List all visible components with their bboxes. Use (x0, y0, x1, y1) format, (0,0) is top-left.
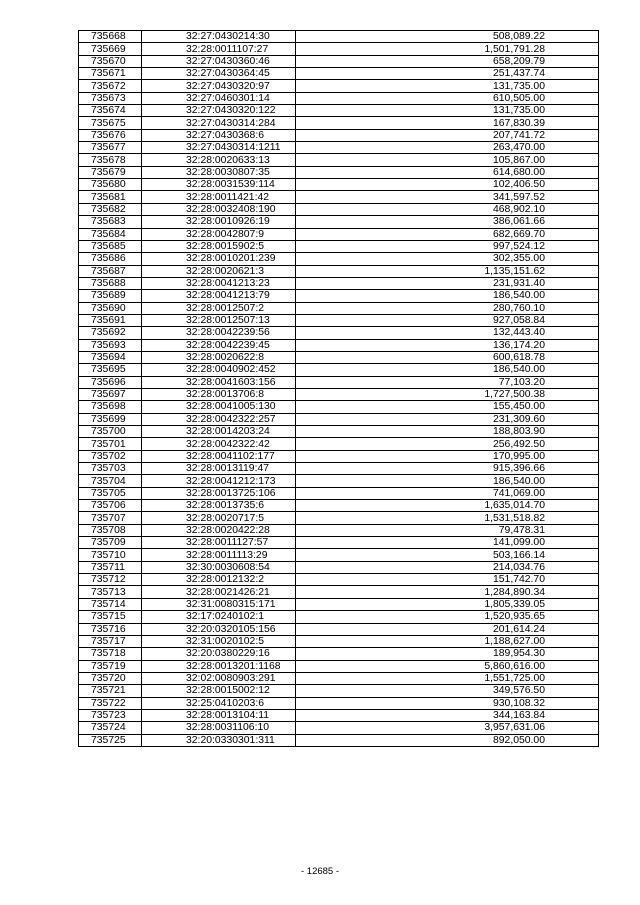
row-id-cell: 735678 (79, 154, 142, 166)
cadastral-value-cell: 386,061.66 (296, 216, 599, 228)
table-row (79, 179, 599, 191)
row-id-cell: 735723 (79, 709, 142, 721)
cadastral-number-cell: 32:28:0012507:2 (142, 302, 296, 314)
table-row (79, 92, 599, 104)
table-row (79, 709, 599, 721)
table-row (79, 43, 599, 55)
cadastral-value-cell: 682,669.70 (296, 228, 599, 240)
cadastral-number-cell: 32:28:0012507:13 (142, 314, 296, 326)
table-row (79, 413, 599, 425)
row-id-cell: 735682 (79, 203, 142, 215)
cadastral-number-cell: 32:28:0042322:257 (142, 413, 296, 425)
table-row (79, 68, 599, 80)
table-row (79, 31, 599, 43)
cadastral-value-cell: 508,089.22 (296, 31, 599, 43)
cadastral-number-cell: 32:28:0013725:106 (142, 487, 296, 499)
cadastral-value-cell: 207,741.72 (296, 129, 599, 141)
row-id-cell: 735719 (79, 660, 142, 672)
table-row (79, 203, 599, 215)
cadastral-number-cell: 32:28:0020717:5 (142, 512, 296, 524)
row-id-cell: 735715 (79, 611, 142, 623)
cadastral-number-cell: 32:28:0013119:47 (142, 463, 296, 475)
cadastral-value-cell: 468,902.10 (296, 203, 599, 215)
cadastral-number-cell: 32:28:0031539:114 (142, 179, 296, 191)
cadastral-number-cell: 32:02:0080903:291 (142, 672, 296, 684)
cadastral-value-cell: 892,050.00 (296, 734, 599, 746)
cadastral-value-cell: 79,478.31 (296, 524, 599, 536)
cadastral-value-cell: 186,540.00 (296, 290, 599, 302)
cadastral-number-cell: 32:27:0430364:45 (142, 68, 296, 80)
table-row (79, 475, 599, 487)
row-id-cell: 735708 (79, 524, 142, 536)
row-id-cell: 735671 (79, 68, 142, 80)
row-id-cell: 735714 (79, 598, 142, 610)
row-id-cell: 735701 (79, 438, 142, 450)
cadastral-value-cell: 3,957,631.06 (296, 722, 599, 734)
row-id-cell: 735690 (79, 302, 142, 314)
document-sheet (78, 30, 598, 747)
row-id-cell: 735694 (79, 351, 142, 363)
cadastral-value-cell: 151,742.70 (296, 574, 599, 586)
cadastral-value-cell: 1,284,890.34 (296, 586, 599, 598)
cadastral-value-cell: 5,860,616.00 (296, 660, 599, 672)
cadastral-number-cell: 32:28:0011107:27 (142, 43, 296, 55)
table-row (79, 117, 599, 129)
table-row (79, 524, 599, 536)
table-row (79, 438, 599, 450)
cadastral-number-cell: 32:28:0041213:79 (142, 290, 296, 302)
table-row (79, 722, 599, 734)
cadastral-value-cell: 1,531,518.82 (296, 512, 599, 524)
table-row (79, 401, 599, 413)
cadastral-value-cell: 141,099.00 (296, 537, 599, 549)
cadastral-value-cell: 155,450.00 (296, 401, 599, 413)
table-row (79, 574, 599, 586)
cadastral-value-cell: 915,396.66 (296, 463, 599, 475)
cadastral-number-cell: 32:28:0013201:1168 (142, 660, 296, 672)
table-row (79, 635, 599, 647)
table-row (79, 500, 599, 512)
row-id-cell: 735684 (79, 228, 142, 240)
cadastral-number-cell: 32:25:0410203:6 (142, 697, 296, 709)
cadastral-value-cell: 302,355.00 (296, 253, 599, 265)
cadastral-number-cell: 32:28:0012132:2 (142, 574, 296, 586)
cadastral-value-cell: 1,727,500.38 (296, 388, 599, 400)
row-id-cell: 735679 (79, 166, 142, 178)
table-row (79, 685, 599, 697)
cadastral-number-cell: 32:28:0010926:19 (142, 216, 296, 228)
table-row (79, 129, 599, 141)
row-id-cell: 735703 (79, 463, 142, 475)
cadastral-value-cell: 132,443.40 (296, 327, 599, 339)
table-row (79, 216, 599, 228)
table-row (79, 80, 599, 92)
cadastral-number-cell: 32:28:0030807:35 (142, 166, 296, 178)
table-row (79, 388, 599, 400)
row-id-cell: 735724 (79, 722, 142, 734)
cadastral-number-cell: 32:20:0330301:311 (142, 734, 296, 746)
cadastral-value-cell: 170,995.00 (296, 450, 599, 462)
row-id-cell: 735695 (79, 364, 142, 376)
table-row (79, 598, 599, 610)
table-row (79, 142, 599, 154)
cadastral-number-cell: 32:27:0430314:1211 (142, 142, 296, 154)
cadastral-value-cell: 1,805,339.05 (296, 598, 599, 610)
table-row (79, 228, 599, 240)
cadastral-value-cell: 930,108.32 (296, 697, 599, 709)
row-id-cell: 735672 (79, 80, 142, 92)
cadastral-number-cell: 32:28:0020622:8 (142, 351, 296, 363)
cadastral-number-cell: 32:28:0010201:239 (142, 253, 296, 265)
cadastral-value-cell: 1,551,725.00 (296, 672, 599, 684)
cadastral-value-cell: 188,803.90 (296, 426, 599, 438)
cadastral-number-cell: 32:28:0020621:3 (142, 265, 296, 277)
cadastral-value-cell: 349,576.50 (296, 685, 599, 697)
cadastral-number-cell: 32:17:0240102:1 (142, 611, 296, 623)
row-id-cell: 735716 (79, 623, 142, 635)
cadastral-value-cell: 131,735.00 (296, 80, 599, 92)
cadastral-number-cell: 32:28:0020422:28 (142, 524, 296, 536)
cadastral-value-cell: 189,954.30 (296, 648, 599, 660)
cadastral-number-cell: 32:28:0013104:11 (142, 709, 296, 721)
cadastral-value-cell: 105,867.00 (296, 154, 599, 166)
cadastral-value-cell: 77,103.20 (296, 376, 599, 388)
row-id-cell: 735686 (79, 253, 142, 265)
cadastral-value-cell: 231,931.40 (296, 277, 599, 289)
row-id-cell: 735722 (79, 697, 142, 709)
row-id-cell: 735688 (79, 277, 142, 289)
table-row (79, 364, 599, 376)
table-row (79, 660, 599, 672)
table-row (79, 537, 599, 549)
table-row (79, 487, 599, 499)
row-id-cell: 735681 (79, 191, 142, 203)
cadastral-number-cell: 32:27:0430314:284 (142, 117, 296, 129)
table-row (79, 351, 599, 363)
table-row (79, 426, 599, 438)
row-id-cell: 735673 (79, 92, 142, 104)
cadastral-value-cell: 1,501,791.28 (296, 43, 599, 55)
cadastral-number-cell: 32:28:0042239:56 (142, 327, 296, 339)
row-id-cell: 735675 (79, 117, 142, 129)
row-id-cell: 735711 (79, 561, 142, 573)
table-row (79, 339, 599, 351)
row-id-cell: 735710 (79, 549, 142, 561)
table-row (79, 549, 599, 561)
cadastral-number-cell: 32:28:0013735:6 (142, 500, 296, 512)
cadastral-value-cell: 201,614.24 (296, 623, 599, 635)
row-id-cell: 735691 (79, 314, 142, 326)
row-id-cell: 735707 (79, 512, 142, 524)
table-row (79, 561, 599, 573)
cadastral-value-cell: 231,309.60 (296, 413, 599, 425)
row-id-cell: 735725 (79, 734, 142, 746)
cadastral-value-cell: 344,163.84 (296, 709, 599, 721)
cadastral-number-cell: 32:28:0041005:130 (142, 401, 296, 413)
cadastral-value-cell: 167,830.39 (296, 117, 599, 129)
row-id-cell: 735712 (79, 574, 142, 586)
row-id-cell: 735677 (79, 142, 142, 154)
table-row (79, 327, 599, 339)
table-row (79, 55, 599, 67)
table-row (79, 734, 599, 746)
cadastral-value-cell: 927,058.84 (296, 314, 599, 326)
cadastral-value-cell: 1,188,627.00 (296, 635, 599, 647)
cadastral-value-cell: 280,760.10 (296, 302, 599, 314)
row-id-cell: 735705 (79, 487, 142, 499)
table-row (79, 154, 599, 166)
row-id-cell: 735704 (79, 475, 142, 487)
cadastral-value-cell: 1,135,151.62 (296, 265, 599, 277)
cadastral-value-cell: 256,492.50 (296, 438, 599, 450)
row-id-cell: 735676 (79, 129, 142, 141)
table-row (79, 105, 599, 117)
cadastral-value-cell: 263,470.00 (296, 142, 599, 154)
table-row (79, 166, 599, 178)
cadastral-number-cell: 32:27:0430214:30 (142, 31, 296, 43)
table-row (79, 512, 599, 524)
row-id-cell: 735713 (79, 586, 142, 598)
cadastral-number-cell: 32:28:0015902:5 (142, 240, 296, 252)
cadastral-value-cell: 102,406.50 (296, 179, 599, 191)
table-row (79, 376, 599, 388)
table-row (79, 314, 599, 326)
row-id-cell: 735670 (79, 55, 142, 67)
page-number: - 12685 - (300, 866, 340, 877)
cadastral-value-cell: 1,520,935.65 (296, 611, 599, 623)
cadastral-number-cell: 32:27:0430320:122 (142, 105, 296, 117)
cadastral-number-cell: 32:28:0013706:8 (142, 388, 296, 400)
cadastral-value-cell: 186,540.00 (296, 364, 599, 376)
row-id-cell: 735696 (79, 376, 142, 388)
cadastral-value-cell: 997,524.12 (296, 240, 599, 252)
row-id-cell: 735697 (79, 388, 142, 400)
cadastral-number-cell: 32:28:0041603:156 (142, 376, 296, 388)
cadastral-number-cell: 32:31:0020102:5 (142, 635, 296, 647)
cadastral-number-cell: 32:28:0040902:452 (142, 364, 296, 376)
cadastral-number-cell: 32:27:0430360:46 (142, 55, 296, 67)
cadastral-number-cell: 32:27:0430368:6 (142, 129, 296, 141)
cadastral-value-cell: 251,437.74 (296, 68, 599, 80)
cadastral-number-cell: 32:28:0020633:13 (142, 154, 296, 166)
table-row (79, 240, 599, 252)
table-row (79, 290, 599, 302)
cadastral-number-cell: 32:27:0460301:14 (142, 92, 296, 104)
cadastral-number-cell: 32:30:0030608:54 (142, 561, 296, 573)
row-id-cell: 735706 (79, 500, 142, 512)
row-id-cell: 735709 (79, 537, 142, 549)
row-id-cell: 735699 (79, 413, 142, 425)
cadastral-value-cell: 136,174.20 (296, 339, 599, 351)
table-row (79, 586, 599, 598)
cadastral-number-cell: 32:28:0032408:190 (142, 203, 296, 215)
row-id-cell: 735721 (79, 685, 142, 697)
cadastral-value-cell: 658,209.79 (296, 55, 599, 67)
cadastral-value-cell: 610,505.00 (296, 92, 599, 104)
table-row (79, 463, 599, 475)
row-id-cell: 735693 (79, 339, 142, 351)
row-id-cell: 735700 (79, 426, 142, 438)
row-id-cell: 735685 (79, 240, 142, 252)
cadastral-value-cell: 614,680.00 (296, 166, 599, 178)
cadastral-value-cell: 600,618.78 (296, 351, 599, 363)
row-id-cell: 735692 (79, 327, 142, 339)
row-id-cell: 735680 (79, 179, 142, 191)
cadastral-number-cell: 32:28:0041212:173 (142, 475, 296, 487)
cadastral-number-cell: 32:28:0021426:21 (142, 586, 296, 598)
cadastral-value-cell: 186,540.00 (296, 475, 599, 487)
table-row (79, 450, 599, 462)
cadastral-value-cell: 741,069.00 (296, 487, 599, 499)
row-id-cell: 735718 (79, 648, 142, 660)
table-row (79, 277, 599, 289)
cadastral-number-cell: 32:31:0080315:171 (142, 598, 296, 610)
row-id-cell: 735669 (79, 43, 142, 55)
cadastral-number-cell: 32:28:0042322:42 (142, 438, 296, 450)
cadastral-number-cell: 32:28:0011421:42 (142, 191, 296, 203)
row-id-cell: 735668 (79, 31, 142, 43)
row-id-cell: 735687 (79, 265, 142, 277)
table-row (79, 253, 599, 265)
cadastral-number-cell: 32:28:0015002:12 (142, 685, 296, 697)
cadastral-number-cell: 32:20:0320105:156 (142, 623, 296, 635)
cadastral-value-cell: 214,034.76 (296, 561, 599, 573)
cadastral-number-cell: 32:28:0041213:23 (142, 277, 296, 289)
cadastral-number-cell: 32:28:0011113:29 (142, 549, 296, 561)
table-row (79, 265, 599, 277)
row-id-cell: 735702 (79, 450, 142, 462)
row-id-cell: 735717 (79, 635, 142, 647)
cadastral-number-cell: 32:28:0042239:45 (142, 339, 296, 351)
cadastral-number-cell: 32:28:0014203:24 (142, 426, 296, 438)
table-row (79, 302, 599, 314)
row-id-cell: 735689 (79, 290, 142, 302)
table-body (79, 31, 599, 747)
cadastral-value-cell: 503,166.14 (296, 549, 599, 561)
row-id-cell: 735674 (79, 105, 142, 117)
row-id-cell: 735683 (79, 216, 142, 228)
row-id-cell: 735698 (79, 401, 142, 413)
row-id-cell: 735720 (79, 672, 142, 684)
table-row (79, 648, 599, 660)
cadastral-value-cell: 131,735.00 (296, 105, 599, 117)
table-row (79, 191, 599, 203)
cadastral-number-cell: 32:20:0380229:16 (142, 648, 296, 660)
cadastral-number-cell: 32:28:0011127:57 (142, 537, 296, 549)
cadastral-value-table (78, 30, 599, 747)
cadastral-number-cell: 32:28:0041102:177 (142, 450, 296, 462)
table-row (79, 611, 599, 623)
table-row (79, 623, 599, 635)
cadastral-number-cell: 32:28:0031106:10 (142, 722, 296, 734)
cadastral-value-cell: 341,597.52 (296, 191, 599, 203)
table-row (79, 697, 599, 709)
cadastral-number-cell: 32:27:0430320:97 (142, 80, 296, 92)
cadastral-value-cell: 1,635,014.70 (296, 500, 599, 512)
cadastral-number-cell: 32:28:0042807:9 (142, 228, 296, 240)
table-row (79, 672, 599, 684)
